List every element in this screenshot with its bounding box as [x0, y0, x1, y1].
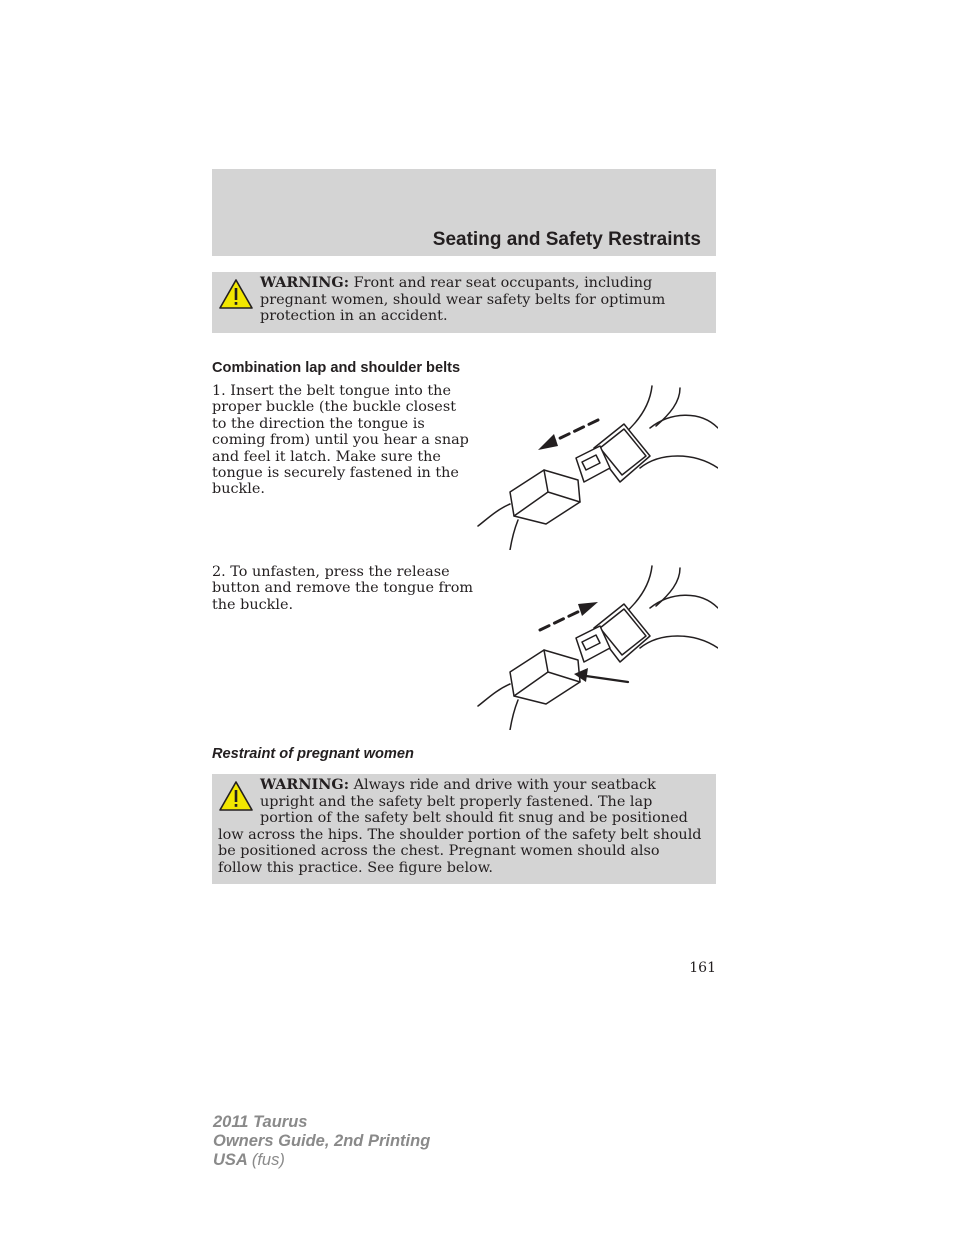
warning-label: WARNING: — [260, 274, 350, 291]
section-header-band — [212, 169, 716, 256]
footer-model: 2011 Taurus — [213, 1113, 308, 1131]
step-2-text: 2. To unfasten, press the release button and remove the tongue from the buckle. — [212, 564, 474, 613]
page-number: 161 — [689, 960, 716, 976]
heading-pregnant-women: Restraint of pregnant women — [212, 746, 414, 762]
heading-combination-belts: Combination lap and shoulder belts — [212, 360, 461, 376]
step-1-text: 1. Insert the belt tongue into the proper buckle (the buckle closest to the direction the tongue is coming from) until you hear a snap and feel it latch. Make sure the tongue is securely fastened in the buckle. — [212, 383, 469, 498]
warning-triangle-icon — [218, 277, 254, 311]
warning-label: WARNING: — [260, 776, 350, 793]
warning-box-occupants — [212, 272, 716, 333]
buckle-fasten-illustration — [474, 384, 718, 550]
footer-country: USA — [213, 1151, 248, 1169]
warning-text: Always ride and drive with your seatback upright and the safety belt properly fastened. The lap portion of the safety belt should fit snug and be positioned low across the hips. The shoulder portion of the safety belt should be positioned across the chest. Pregnant women should also follow this practice. See figure below. — [218, 777, 702, 876]
warning-triangle-icon — [218, 779, 254, 813]
footer-code: (fus) — [251, 1151, 285, 1169]
footer-region — [213, 1151, 430, 1170]
buckle-release-illustration — [474, 564, 718, 730]
footer-guide: Owners Guide, 2nd Printing — [213, 1132, 431, 1150]
section-title: Seating and Safety Restraints — [432, 229, 701, 250]
footer-block — [213, 1113, 430, 1170]
warning-text: Front and rear seat occupants, including pregnant women, should wear safety belts for optimum protection in an accident. — [260, 275, 666, 325]
warning-box-pregnant — [212, 774, 716, 884]
